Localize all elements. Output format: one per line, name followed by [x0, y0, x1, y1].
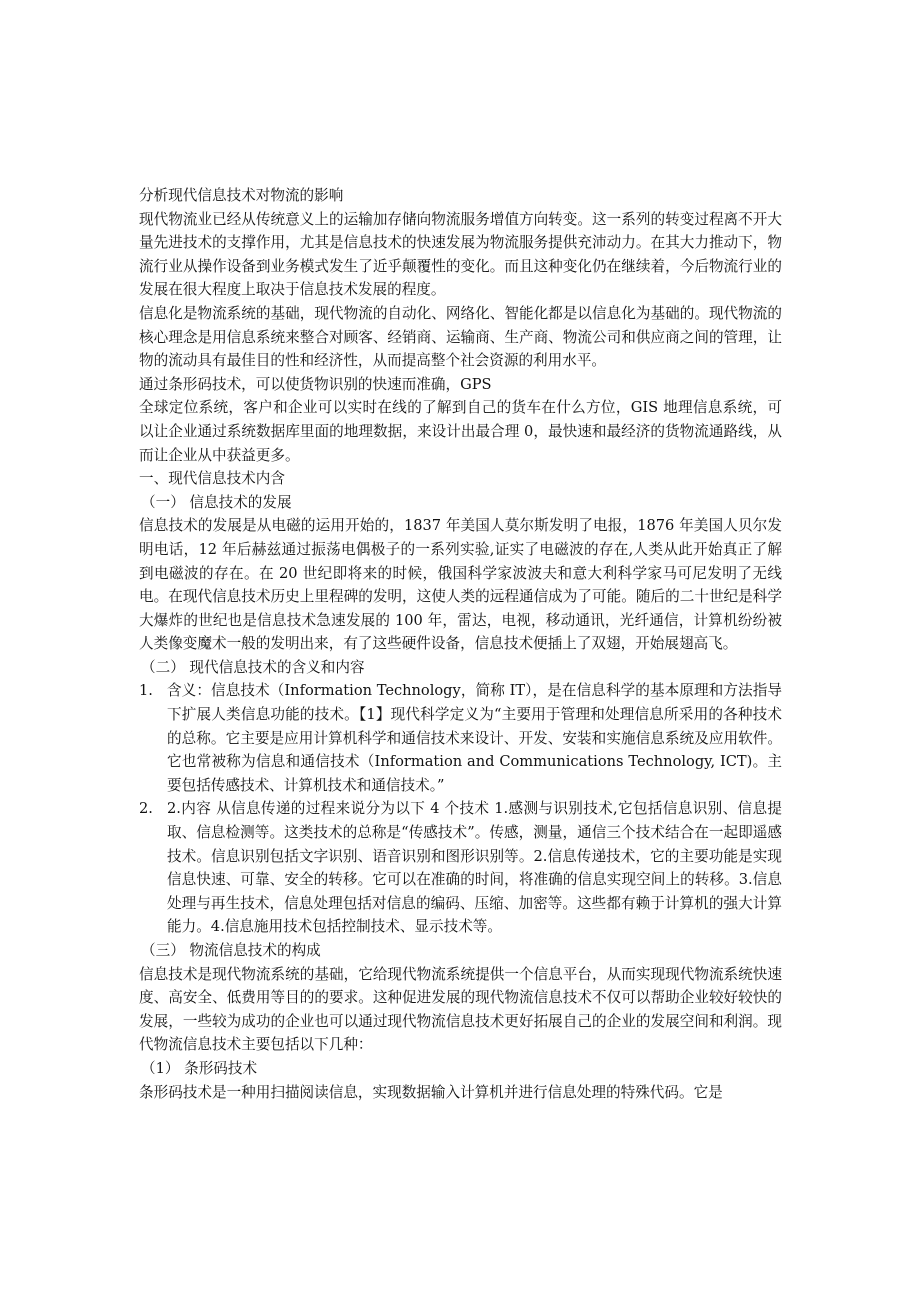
subsection-1-heading: （一） 信息技术的发展 [141, 493, 292, 511]
intro-paragraph-2: 信息化是物流系统的基础，现代物流的自动化、网络化、智能化都是以信息化为基础的。现代物流的核心理念是用信息系统来整合对顾客、经销商、运输商、生产商、物流公司和供应商之间的管理，让物的流动具有最佳目的性和经济性，从而提高整个社会资源的利用水平。 [139, 304, 782, 370]
numbered-item-2 [139, 797, 782, 939]
intro-paragraph-1: 现代物流业已经从传统意义上的运输加存储向物流服务增值方向转变。这一系列的转变过程离不开大量先进技术的支撑作用，尤其是信息技术的快速发展为物流服务提供充沛动力。在其大力推动下，物流行业从操作设备到业务模式发生了近乎颠覆性的变化。而且这种变化仍在继续着，今后物流行业的发展在很大程度上取决于信息技术发展的程度。 [139, 210, 782, 299]
document-title: 分析现代信息技术对物流的影响 [139, 187, 344, 204]
subsection-3-1-body: 条形码技术是一种用扫描阅读信息，实现数据输入计算机并进行信息处理的特殊代码。它是 [139, 1083, 723, 1101]
subsection-2-heading: （二） 现代信息技术的含义和内容 [141, 658, 365, 676]
item-text: 2.内容 从信息传递的过程来说分为以下 4 个技术 1.感测与识别技术,它包括信息识别、信息提取、信息检测等。这类技术的总称是“传感技术”。传感，测量，通信三个技术结合在一起即遥感技术。信息识别包括文字识别、语音识别和图形识别等。2.信息传递技术，它的主要功能是实现信息快速、可靠、安全的转移。它可以在准确的时间，将准确的信息实现空间上的转移。3.信息处理与再生技术，信息处理包括对信息的编码、压缩、加密等。这些都有赖于计算机的强大计算能力。4.信息施用技术包括控制技术、显示技术等。 [167, 800, 782, 936]
item-number: 1. [139, 682, 153, 700]
item-number: 2. [139, 800, 153, 818]
intro-paragraph-4: 全球定位系统，客户和企业可以实时在线的了解到自己的货车在什么方位，GIS 地理信息系统，可以让企业通过系统数据库里面的地理数据，来设计出最合理 0，最快速和最经济的货物流通路线，从而让企业从中获益更多。 [139, 399, 782, 464]
item-text: 含义：信息技术（Information Technology，简称 IT），是在信息科学的基本原理和方法指导下扩展人类信息功能的技术。【1】现代科学定义为“主要用于管理和处理信息所采用的各种技术的总称。它主要是应用计算机科学和通信技术来设计、开发、安装和实施信息系统及应用软件。它也常被称为信息和通信技术（Information and Communications Technology, ICT)。主要包括传感技术、计算机技术和通信技术。” [167, 682, 782, 794]
document-page [139, 184, 782, 1104]
numbered-item-1 [139, 679, 782, 797]
subsection-3-1-heading: （1） 条形码技术 [141, 1059, 258, 1077]
subsection-3-heading: （三） 物流信息技术的构成 [141, 942, 321, 959]
subsection-3-body: 信息技术是现代物流系统的基础，它给现代物流系统提供一个信息平台，从而实现现代物流系统快速度、高安全、低费用等目的的要求。这种促进发展的现代物流信息技术不仅可以帮助企业较好较快的发展，一些较为成功的企业也可以通过现代物流信息技术更好拓展自己的企业的发展空间和利润。现代物流信息技术主要包括以下几种： [139, 965, 782, 1054]
subsection-1-body: 信息技术的发展是从电磁的运用开始的，1837 年美国人莫尔斯发明了电报，1876 年美国人贝尔发明电话，12 年后赫兹通过振荡电偶极子的一系列实验,证实了电磁波的存在,人类从此开始真正了解到电磁波的存在。在 20 世纪即将来的时候，俄国科学家波波夫和意大利科学家马可尼发明了无线电。在现代信息技术历史上里程碑的发明，这使人类的远程通信成为了可能。随后的二十世纪是科学大爆炸的世纪也是信息技术急速发展的 100 年，雷达，电视，移动通讯，光纤通信，计算机纷纷被人类像变魔术一般的发明出来，有了这些硬件设备，信息技术便插上了双翅，开始展翅高飞。 [139, 517, 782, 653]
section-1-heading: 一、现代信息技术内含 [139, 470, 285, 488]
intro-paragraph-3: 通过条形码技术，可以使货物识别的快速而准确，GPS [139, 375, 492, 393]
